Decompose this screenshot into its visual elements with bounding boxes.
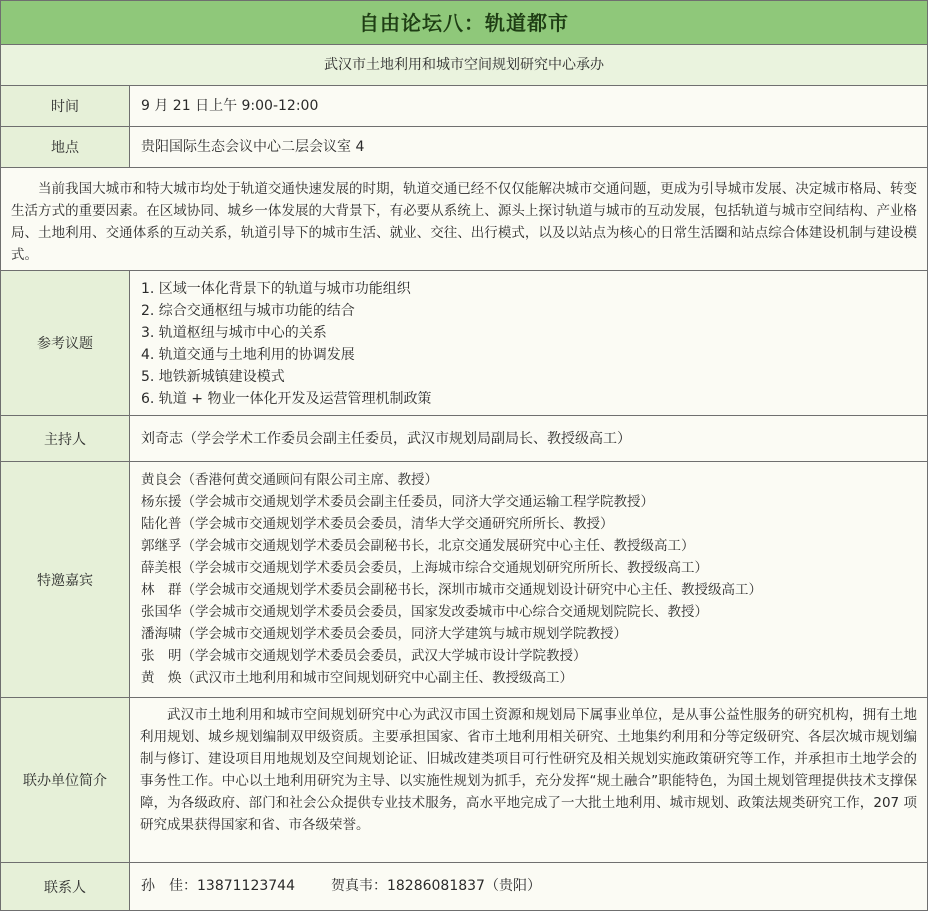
guest-item: 潘海啸（学会城市交通规划学术委员会委员，同济大学建筑与城市规划学院教授） [141,626,627,642]
guests-row [1,462,927,698]
host-value: 刘奇志（学会学术工作委员会副主任委员，武汉市规划局副局长、教授级高工） [141,431,631,447]
guest-item: 林 群（学会城市交通规划学术委员会副秘书长，深圳市城市交通规划设计研究中心主任、教授级高工） [141,582,762,598]
guest-item: 张 明（学会城市交通规划学术委员会委员，武汉大学城市设计学院教授） [141,648,587,664]
guest-item: 黄 焕（武汉市土地利用和城市空间规划研究中心副主任、教授级高工） [141,670,573,686]
forum-title: 自由论坛八：轨道都市 [1,1,927,45]
cooperator-label: 联办单位简介 [1,698,130,862]
guest-item: 陆化普（学会城市交通规划学术委员会委员，清华大学交通研究所所长、教授） [141,516,614,532]
contact-row [1,863,927,910]
intro-paragraph: 当前我国大城市和特大城市均处于轨道交通快速发展的时期，轨道交通已经不仅仅能解决城市交通问题，更成为引导城市发展、决定城市格局、转变生活方式的重要因素。在区域协同、城乡一体发展的大背景下，有必要从系统上、源头上探讨轨道与城市的互动发展，包括轨道与城市空间结构、产业格局、土地利用、交通体系的互动关系，轨道引导下的城市生活、就业、交往、出行模式，以及以站点为核心的日常生活圈和站点综合体建设机制与建设模式。 [1,168,927,271]
venue-value: 贵阳国际生态会议中心二层会议室 4 [141,139,365,155]
time-value: 9 月 21 日上午 9:00-12:00 [141,98,319,114]
guest-item: 黄良会（香港何黄交通顾问有限公司主席、教授） [141,472,438,488]
host-label: 主持人 [1,416,130,461]
host-row [1,416,927,462]
topic-item: 3. 轨道枢纽与城市中心的关系 [141,325,327,341]
venue-label: 地点 [1,127,130,167]
contact-person-2: 贺真韦：18286081837（贵阳） [330,878,541,894]
topic-item: 6. 轨道 + 物业一体化开发及运营管理机制政策 [141,391,432,407]
guest-item: 郭继孚（学会城市交通规划学术委员会副秘书长，北京交通发展研究中心主任、教授级高工） [141,538,695,554]
topics-list [130,271,927,415]
contact-label: 联系人 [1,863,130,910]
contact-value [130,863,927,910]
organizer-line: 武汉市土地利用和城市空间规划研究中心承办 [1,45,927,86]
guest-item: 杨东援（学会城市交通规划学术委员会副主任委员，同济大学交通运输工程学院教授） [141,494,654,510]
time-row [1,86,927,127]
guests-label: 特邀嘉宾 [1,462,130,697]
guest-item: 薛美根（学会城市交通规划学术委员会委员，上海城市综合交通规划研究所所长、教授级高工） [141,560,708,576]
topic-item: 2. 综合交通枢纽与城市功能的结合 [141,303,355,319]
topics-label: 参考议题 [1,271,130,415]
venue-row [1,127,927,168]
guest-item: 张国华（学会城市交通规划学术委员会委员，国家发改委城市中心综合交通规划院院长、教授） [141,604,708,620]
topic-item: 1. 区域一体化背景下的轨道与城市功能组织 [141,281,411,297]
topic-item: 5. 地铁新城镇建设模式 [141,369,285,385]
topic-item: 4. 轨道交通与土地利用的协调发展 [141,347,355,363]
cooperator-text: 武汉市土地利用和城市空间规划研究中心为武汉市国土资源和规划局下属事业单位，是从事公益性服务的研究机构，拥有土地利用规划、城乡规划编制双甲级资质。主要承担国家、省市土地利用相关研究、土地集约利用和分等定级研究、各层次城市规划编制与修订、建设项目用地规划及空间规划论证、旧城改建类项目可行性研究及相关规划实施政策研究等工作，并承担市土地学会的事务性工作。中心以土地利用研究为主导、以实施性规划为抓手，充分发挥“规土融合”职能特色，为国土规划管理提供技术支撑保障，为各级政府、部门和社会公众提供专业技术服务，高水平地完成了一大批土地利用、城市规划、政策法规类研究工作，207 项研究成果获得国家和省、市各级荣誉。 [140,707,917,833]
cooperator-row [1,698,927,863]
guests-list [130,462,927,697]
contact-person-1: 孙 佳：13871123744 [141,878,295,894]
time-label: 时间 [1,86,130,126]
topics-row [1,271,927,416]
